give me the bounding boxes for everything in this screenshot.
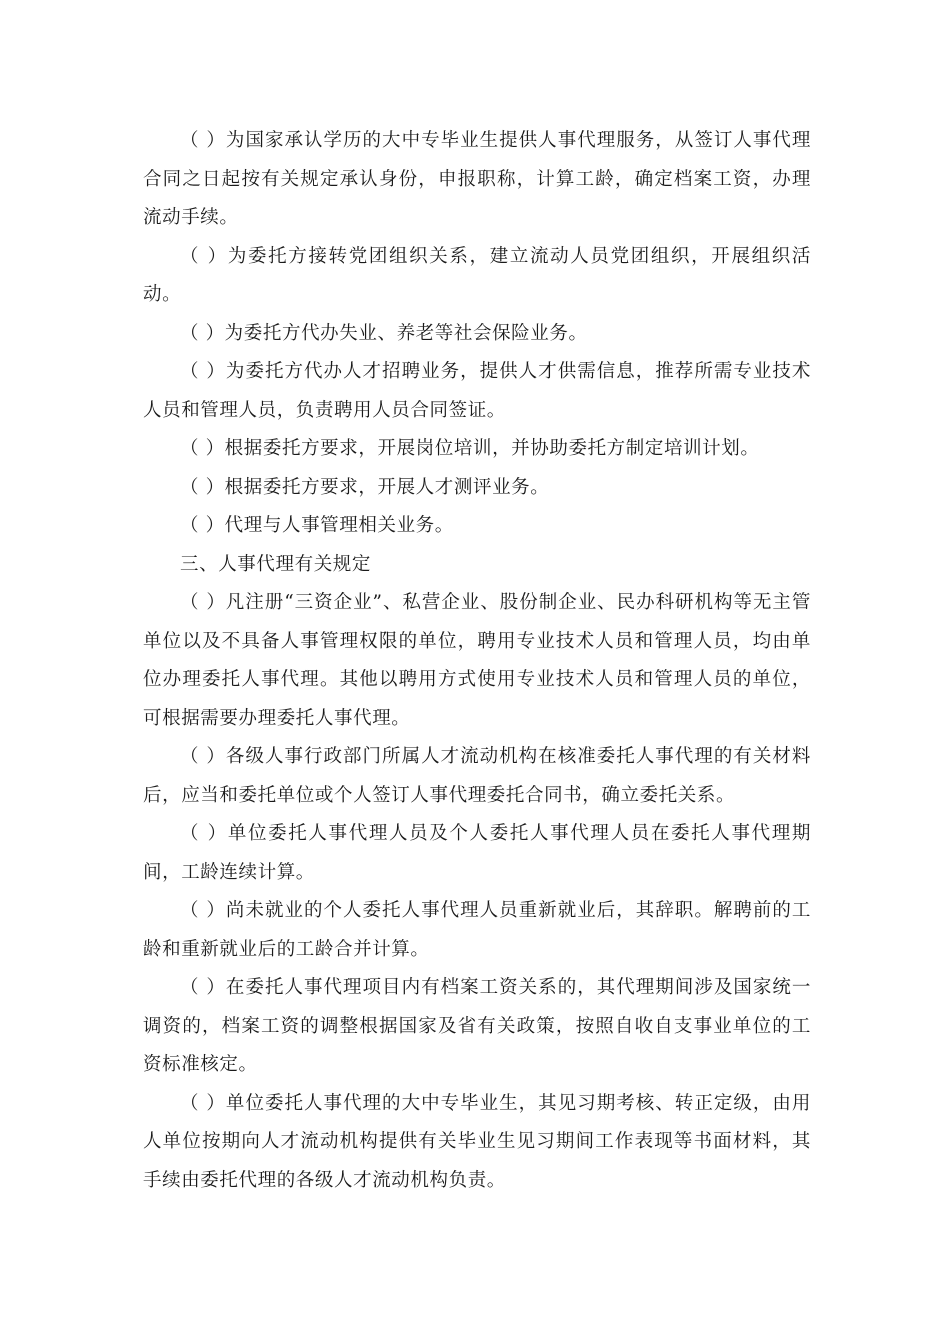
- paragraph-party-relations: （ ）为委托方接转党团组织关系，建立流动人员党团组织，开展组织活动。: [143, 245, 811, 305]
- document-body: [143, 122, 811, 1200]
- paragraph-assessment: （ ）根据委托方要求，开展人才测评业务。: [180, 476, 550, 498]
- paragraph-reemployment: （ ）尚未就业的个人委托人事代理人员重新就业后，其辞职。解聘前的工龄和重新就业后的工龄合并计算。: [143, 900, 811, 960]
- paragraph-probation: （ ）单位委托人事代理的大中专毕业生，其见习期考核、转正定级，由用人单位按期向人才流动机构提供有关毕业生见习期间工作表现等书面材料，其手续由委托代理的各级人才流动机构负责。: [143, 1092, 811, 1191]
- paragraph-contract-signing: （ ）各级人事行政部门所属人才流动机构在核准委托人事代理的有关材料后，应当和委托单位或个人签订人事代理委托合同书，确立委托关系。: [143, 746, 811, 806]
- paragraph-social-insurance: （ ）为委托方代办失业、养老等社会保险业务。: [180, 322, 588, 344]
- paragraph-training: （ ）根据委托方要求，开展岗位培训，并协助委托方制定培训计划。: [180, 438, 760, 459]
- paragraph-graduate-services: （ ）为国家承认学历的大中专毕业生提供人事代理服务，从签订人事代理合同之日起按有关规定承认身份，申报职称，计算工龄，确定档案工资，办理流动手续。: [143, 130, 811, 228]
- paragraph-salary-adjustment: （ ）在委托人事代理项目内有档案工资关系的，其代理期间涉及国家统一调资的，档案工资的调整根据国家及省有关政策，按照自收自支事业单位的工资标准核定。: [143, 977, 811, 1075]
- paragraph-registered-units: （ ）凡注册“三资企业”、私营企业、股份制企业、民办科研机构等无主管单位以及不具备人事管理权限的单位，聘用专业技术人员和管理人员，均由单位办理委托人事代理。其他以聘用方式使用专业技术人员和管理人员的单位，可根据需要办理委托人事代理。: [143, 592, 811, 729]
- paragraph-recruitment: （ ）为委托方代办人才招聘业务，提供人才供需信息，推荐所需专业技术人员和管理人员，负责聘用人员合同签证。: [143, 361, 811, 421]
- paragraph-continuous-service: （ ）单位委托人事代理人员及个人委托人事代理人员在委托人事代理期间，工龄连续计算。: [143, 823, 811, 883]
- paragraph-related-business: （ ）代理与人事管理相关业务。: [180, 515, 454, 536]
- section-heading: 三、人事代理有关规定: [180, 553, 372, 575]
